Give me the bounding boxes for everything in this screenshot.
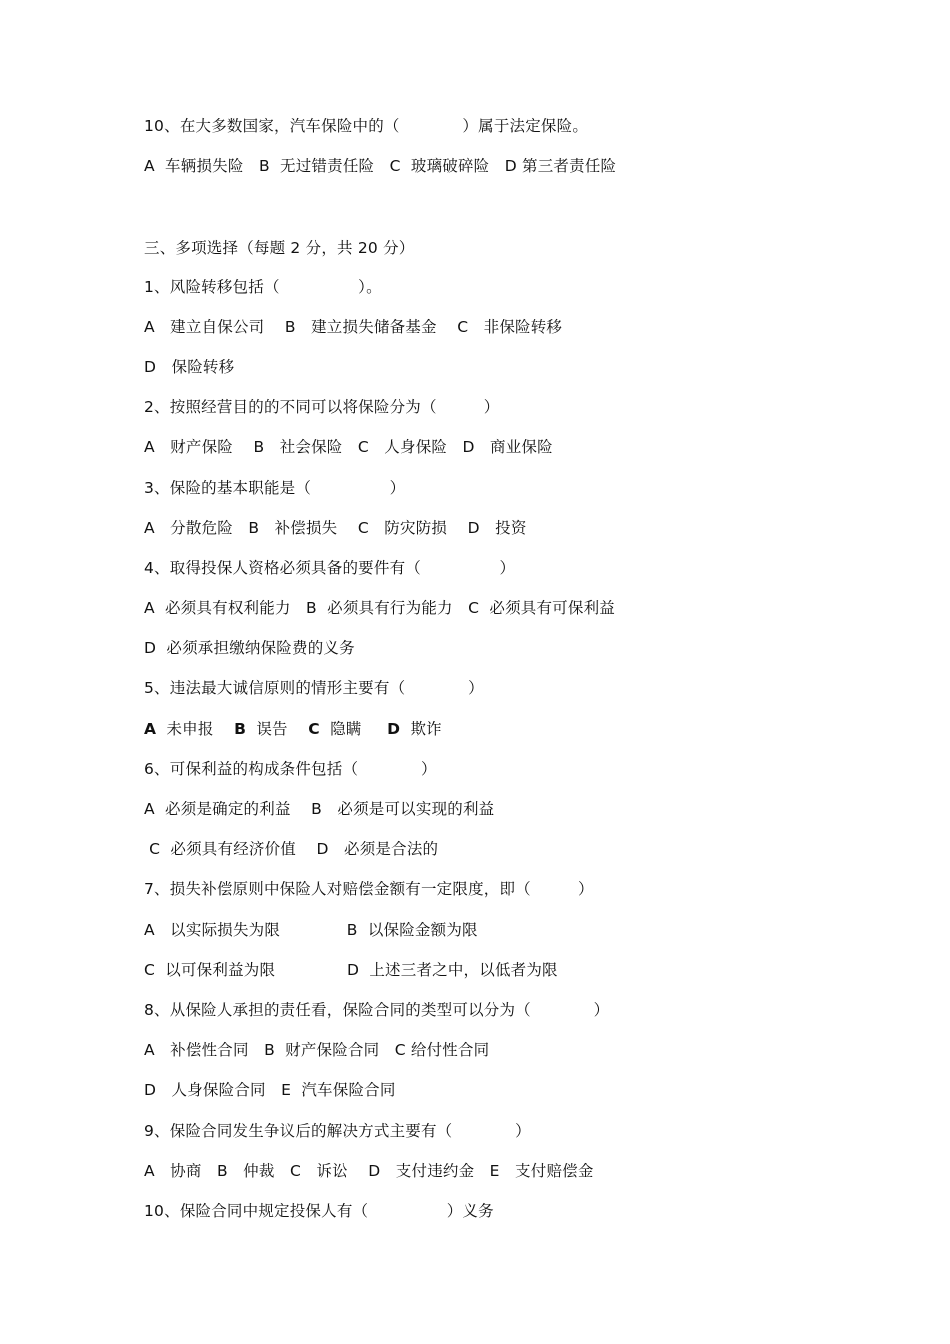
- option-letter: C: [308, 720, 320, 738]
- option-text: 未申报: [156, 720, 235, 738]
- option-letter: B: [234, 720, 247, 738]
- question-9-options: A 协商 B 仲裁 C 诉讼 D 支付违约金 E 支付赔偿金: [144, 1162, 594, 1180]
- question-8-options: A 补偿性合同 B 财产保险合同 C 给付性合同: [144, 1041, 490, 1059]
- question-2-stem: 2、按照经营目的的不同可以将保险分为（ ）: [144, 398, 500, 416]
- question-9-stem: 9、保险合同发生争议后的解决方式主要有（ ）: [144, 1122, 531, 1140]
- question-1-options-2: D 保险转移: [144, 358, 235, 376]
- question-3-stem: 3、保险的基本职能是（ ）: [144, 479, 406, 497]
- question-8-options-2: D 人身保险合同 E 汽车保险合同: [144, 1081, 396, 1099]
- question-3-options: A 分散危险 B 补偿损失 C 防灾防损 D 投资: [144, 519, 527, 537]
- question-5-options: [144, 719, 442, 739]
- question-1-stem: 1、风险转移包括（ ）。: [144, 278, 382, 296]
- option-letter: A: [144, 720, 157, 738]
- question-6-stem: 6、可保利益的构成条件包括（ ）: [144, 760, 437, 778]
- question-2-options: A 财产保险 B 社会保险 C 人身保险 D 商业保险: [144, 438, 553, 456]
- question-7-options-2: C 以可保利益为限 D 上述三者之中，以低者为限: [144, 961, 558, 979]
- question-6-options: A 必须是确定的利益 B 必须是可以实现的利益: [144, 800, 495, 818]
- question-1-options: A 建立自保公司 B 建立损失储备基金 C 非保险转移: [144, 318, 563, 336]
- question-4-options: A 必须具有权利能力 B 必须具有行为能力 C 必须具有可保利益: [144, 599, 615, 617]
- option-letter: D: [387, 720, 401, 738]
- question-7-options: A 以实际损失为限 B 以保险金额为限: [144, 921, 478, 939]
- question-8-stem: 8、从保险人承担的责任看，保险合同的类型可以分为（ ）: [144, 1001, 610, 1019]
- question-10-stem: 10、在大多数国家，汽车保险中的（ ）属于法定保险。: [144, 117, 589, 135]
- question-4-stem: 4、取得投保人资格必须具备的要件有（ ）: [144, 559, 516, 577]
- section-heading: 三、多项选择（每题 2 分，共 20 分）: [144, 239, 415, 257]
- question-7-stem: 7、损失补偿原则中保险人对赔偿金额有一定限度，即（ ）: [144, 880, 594, 898]
- question-4-options-2: D 必须承担缴纳保险费的义务: [144, 639, 355, 657]
- question-5-stem: 5、违法最大诚信原则的情形主要有（ ）: [144, 679, 484, 697]
- option-text: 误告: [246, 720, 309, 738]
- option-text: 隐瞒: [319, 720, 388, 738]
- question-6-options-2: C 必须具有经济价值 D 必须是合法的: [144, 840, 439, 858]
- option-text: 欺诈: [400, 720, 442, 738]
- question-10-multi-stem: 10、保险合同中规定投保人有（ ）义务: [144, 1202, 494, 1220]
- question-10-options: A 车辆损失险 B 无过错责任险 C 玻璃破碎险 D 第三者责任险: [144, 157, 617, 175]
